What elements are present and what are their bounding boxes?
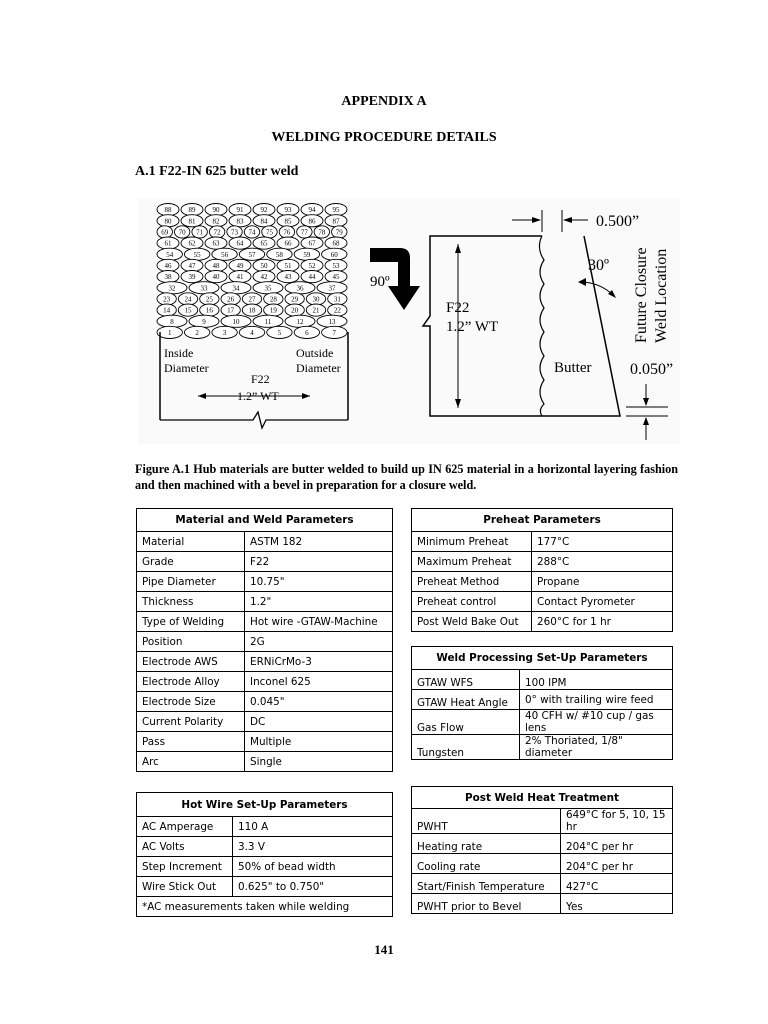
bead-number: 89 xyxy=(188,206,196,215)
param-value: 204°C per hr xyxy=(561,834,673,854)
page-number: 141 xyxy=(374,942,394,957)
bead-number: 35 xyxy=(264,284,272,293)
param-name: AC Volts xyxy=(137,837,233,857)
bead-number: 5 xyxy=(277,329,282,338)
bead-number: 33 xyxy=(200,284,208,293)
weld-figure xyxy=(138,198,680,444)
table-row xyxy=(412,690,673,710)
param-name: Start/Finish Temperature xyxy=(412,874,561,894)
param-value: 288°C xyxy=(532,552,673,572)
bead-number: 64 xyxy=(236,239,244,248)
bead-number: 81 xyxy=(188,217,196,226)
bead-number: 6 xyxy=(305,329,309,338)
preheat-table xyxy=(411,508,673,632)
param-name: Position xyxy=(137,632,245,652)
bead-number: 74 xyxy=(248,228,256,237)
table-row xyxy=(137,817,393,837)
param-name: Preheat Method xyxy=(412,572,532,592)
param-value: 2G xyxy=(245,632,393,652)
bead-number: 32 xyxy=(168,284,176,293)
param-value: Propane xyxy=(532,572,673,592)
hot-wire-table-title: Hot Wire Set-Up Parameters xyxy=(137,793,393,817)
bead-number: 37 xyxy=(328,284,336,293)
param-name: Gas Flow xyxy=(412,710,520,735)
table-row xyxy=(412,552,673,572)
material-table-title: Material and Weld Parameters xyxy=(137,509,393,532)
bead-number: 73 xyxy=(231,228,239,237)
param-name: Electrode Alloy xyxy=(137,672,245,692)
weld-location-label: Weld Location xyxy=(653,248,670,343)
table-row xyxy=(412,809,673,834)
param-name: Heating rate xyxy=(412,834,561,854)
param-name: Cooling rate xyxy=(412,854,561,874)
table-row xyxy=(137,692,393,712)
param-value: 1.2" xyxy=(245,592,393,612)
param-name: Grade xyxy=(137,552,245,572)
param-name: Type of Welding xyxy=(137,612,245,632)
right-material-label: F22 xyxy=(446,300,470,316)
param-value: 2% Thoriated, 1/8" diameter xyxy=(520,735,673,760)
param-value: 110 A xyxy=(233,817,393,837)
param-name: Tungsten xyxy=(412,735,520,760)
param-value: 649°C for 5, 10, 15 hr xyxy=(561,809,673,834)
bead-number: 57 xyxy=(248,250,256,259)
bead-number: 15 xyxy=(184,306,192,315)
param-name: GTAW Heat Angle xyxy=(412,690,520,710)
param-name: Post Weld Bake Out xyxy=(412,612,532,632)
hot-wire-note: *AC measurements taken while welding xyxy=(137,897,393,917)
bead-number: 63 xyxy=(212,239,220,248)
param-value: 204°C per hr xyxy=(561,854,673,874)
bead-number: 55 xyxy=(193,250,201,259)
bead-number: 75 xyxy=(265,228,273,237)
param-name: GTAW WFS xyxy=(412,670,520,690)
param-value: F22 xyxy=(245,552,393,572)
param-value: 3.3 V xyxy=(233,837,393,857)
param-name: PWHT prior to Bevel xyxy=(412,894,561,914)
bead-number: 14 xyxy=(163,306,171,315)
bead-number: 38 xyxy=(164,273,172,282)
bead-number: 2 xyxy=(195,329,199,338)
bead-number: 17 xyxy=(227,306,235,315)
param-name: Pipe Diameter xyxy=(137,572,245,592)
bead-number: 12 xyxy=(296,317,304,326)
bead-number: 86 xyxy=(308,217,316,226)
bead-number: 11 xyxy=(264,317,272,326)
bead-number: 45 xyxy=(332,273,340,282)
param-value: 0.045" xyxy=(245,692,393,712)
bead-number: 4 xyxy=(250,329,254,338)
bead-number: 61 xyxy=(164,239,172,248)
inside-label-2: Diameter xyxy=(164,361,209,375)
bead-number: 22 xyxy=(333,306,341,315)
bead-number: 28 xyxy=(269,295,277,304)
table-row xyxy=(137,572,393,592)
param-value: 50% of bead width xyxy=(233,857,393,877)
angle-30-label: 30º xyxy=(588,257,609,274)
bead-number: 10 xyxy=(232,317,240,326)
inside-label-1: Inside xyxy=(164,346,194,360)
param-value: 177°C xyxy=(532,532,673,552)
right-wt-label: 1.2” WT xyxy=(446,319,499,335)
bead-number: 9 xyxy=(202,317,206,326)
bead-number: 20 xyxy=(291,306,299,315)
document-title: WELDING PROCEDURE DETAILS xyxy=(271,130,497,145)
table-row xyxy=(137,612,393,632)
butter-label: Butter xyxy=(554,360,592,376)
bead-number: 36 xyxy=(296,284,304,293)
bead-number: 46 xyxy=(164,262,172,271)
param-value: Single xyxy=(245,752,393,772)
bead-number: 85 xyxy=(284,217,292,226)
param-value: Hot wire -GTAW-Machine xyxy=(245,612,393,632)
pwht-table-title: Post Weld Heat Treatment xyxy=(412,787,673,809)
bead-number: 72 xyxy=(213,228,221,237)
bead-number: 8 xyxy=(170,317,174,326)
bead-number: 60 xyxy=(330,250,338,259)
bead-number: 1 xyxy=(167,329,172,338)
bead-number: 67 xyxy=(308,239,316,248)
bead-number: 27 xyxy=(248,295,256,304)
param-value: ERNiCrMo-3 xyxy=(245,652,393,672)
param-name: Current Polarity xyxy=(137,712,245,732)
bead-number: 69 xyxy=(161,228,169,237)
bead-number: 21 xyxy=(312,306,320,315)
bead-number: 34 xyxy=(232,284,240,293)
bead-number: 90 xyxy=(212,206,220,215)
bead-number: 30 xyxy=(312,295,320,304)
param-value: DC xyxy=(245,712,393,732)
bead-number: 16 xyxy=(205,306,213,315)
param-name: Pass xyxy=(137,732,245,752)
param-value: Inconel 625 xyxy=(245,672,393,692)
bead-number: 54 xyxy=(166,250,174,259)
param-value: 10.75" xyxy=(245,572,393,592)
left-material-label: F22 xyxy=(251,372,270,386)
param-value: Yes xyxy=(561,894,673,914)
table-row xyxy=(412,735,673,760)
param-name: Maximum Preheat xyxy=(412,552,532,572)
bead-number: 76 xyxy=(283,228,291,237)
table-row xyxy=(137,752,393,772)
angle-90-label: 90º xyxy=(370,274,390,290)
bead-number: 49 xyxy=(236,262,244,271)
bead-number: 66 xyxy=(284,239,292,248)
bead-number: 68 xyxy=(332,239,340,248)
weld-setup-table xyxy=(411,646,673,760)
table-row xyxy=(137,712,393,732)
bead-number: 18 xyxy=(248,306,256,315)
material-weld-table xyxy=(136,508,393,772)
table-row xyxy=(137,877,393,897)
bead-number: 83 xyxy=(236,217,244,226)
bead-number: 80 xyxy=(164,217,172,226)
bead-number: 19 xyxy=(269,306,277,315)
table-row xyxy=(137,652,393,672)
param-value: 260°C for 1 hr xyxy=(532,612,673,632)
bead-number: 95 xyxy=(332,206,340,215)
table-row xyxy=(137,532,393,552)
bead-number: 88 xyxy=(164,206,172,215)
bead-number: 53 xyxy=(332,262,340,271)
bead-number: 84 xyxy=(260,217,268,226)
bead-number: 91 xyxy=(236,206,244,215)
param-value: 427°C xyxy=(561,874,673,894)
bead-number: 24 xyxy=(184,295,192,304)
param-name: Arc xyxy=(137,752,245,772)
param-name: Step Increment xyxy=(137,857,233,877)
bead-number: 70 xyxy=(178,228,186,237)
table-row xyxy=(412,612,673,632)
bead-number: 52 xyxy=(308,262,316,271)
bead-number: 87 xyxy=(332,217,340,226)
bead-number: 29 xyxy=(291,295,299,304)
bead-number: 31 xyxy=(333,295,341,304)
section-title: A.1 F22-IN 625 butter weld xyxy=(135,164,299,179)
table-row xyxy=(137,837,393,857)
weld-setup-table-title: Weld Processing Set-Up Parameters xyxy=(412,647,673,670)
table-row xyxy=(412,874,673,894)
bead-number: 71 xyxy=(196,228,204,237)
bead-number: 92 xyxy=(260,206,268,215)
bead-number: 23 xyxy=(163,295,171,304)
bead-number: 93 xyxy=(284,206,292,215)
param-value: Contact Pyrometer xyxy=(532,592,673,612)
param-value: 0° with trailing wire feed xyxy=(520,690,673,710)
bead-number: 40 xyxy=(212,273,220,282)
bead-number: 59 xyxy=(303,250,311,259)
hot-wire-table xyxy=(136,792,393,917)
bead-number: 62 xyxy=(188,239,196,248)
bead-number: 82 xyxy=(212,217,220,226)
table-row xyxy=(137,672,393,692)
pwht-table xyxy=(411,786,673,914)
appendix-title: APPENDIX A xyxy=(341,94,427,109)
param-value: 40 CFH w/ #10 cup / gas lens xyxy=(520,710,673,735)
bead-number: 42 xyxy=(260,273,268,282)
bead-number: 41 xyxy=(236,273,244,282)
param-name: Minimum Preheat xyxy=(412,532,532,552)
bead-number: 39 xyxy=(188,273,196,282)
outside-label-1: Outside xyxy=(296,346,334,360)
param-name: Thickness xyxy=(137,592,245,612)
figure-caption: Figure A.1 Hub materials are butter welded to build up IN 625 material in a horizontal layering fashion and then machined with a bevel in preparation for a closure weld. xyxy=(135,462,678,492)
bead-number: 26 xyxy=(227,295,235,304)
bead-number: 79 xyxy=(335,228,343,237)
bead-number: 58 xyxy=(275,250,283,259)
param-name: Material xyxy=(137,532,245,552)
param-name: Electrode Size xyxy=(137,692,245,712)
table-row xyxy=(412,854,673,874)
param-name: Preheat control xyxy=(412,592,532,612)
outside-label-2: Diameter xyxy=(296,361,341,375)
bead-number: 25 xyxy=(205,295,213,304)
bead-number: 78 xyxy=(318,228,326,237)
param-value: 100 IPM xyxy=(520,670,673,690)
bead-number: 56 xyxy=(221,250,229,259)
param-name: Wire Stick Out xyxy=(137,877,233,897)
bead-number: 48 xyxy=(212,262,220,271)
bead-number: 7 xyxy=(332,329,337,338)
future-closure-label: Future Closure xyxy=(633,247,650,343)
table-row xyxy=(412,532,673,552)
param-value: ASTM 182 xyxy=(245,532,393,552)
table-row xyxy=(412,834,673,854)
table-row xyxy=(137,632,393,652)
bead-number: 44 xyxy=(308,273,316,282)
param-value: Multiple xyxy=(245,732,393,752)
param-name: AC Amperage xyxy=(137,817,233,837)
left-wt-label: 1.2” WT xyxy=(237,389,279,403)
table-row xyxy=(412,670,673,690)
table-row xyxy=(137,732,393,752)
table-row xyxy=(137,592,393,612)
bead-number: 51 xyxy=(284,262,292,271)
param-name: PWHT xyxy=(412,809,561,834)
bead-number: 94 xyxy=(308,206,316,215)
table-row xyxy=(412,572,673,592)
param-value: 0.625" to 0.750" xyxy=(233,877,393,897)
bead-number: 43 xyxy=(284,273,292,282)
dim-500-label: 0.500” xyxy=(596,213,640,230)
table-row xyxy=(412,592,673,612)
bead-number: 65 xyxy=(260,239,268,248)
bead-number: 50 xyxy=(260,262,268,271)
bead-number: 3 xyxy=(222,329,227,338)
param-name: Electrode AWS xyxy=(137,652,245,672)
preheat-table-title: Preheat Parameters xyxy=(412,509,673,532)
table-row xyxy=(137,857,393,877)
table-row xyxy=(412,894,673,914)
bead-number: 13 xyxy=(328,317,336,326)
table-row xyxy=(137,552,393,572)
table-row xyxy=(412,710,673,735)
bead-number: 47 xyxy=(188,262,196,271)
dim-050-label: 0.050” xyxy=(630,361,674,378)
bead-number: 77 xyxy=(300,228,308,237)
